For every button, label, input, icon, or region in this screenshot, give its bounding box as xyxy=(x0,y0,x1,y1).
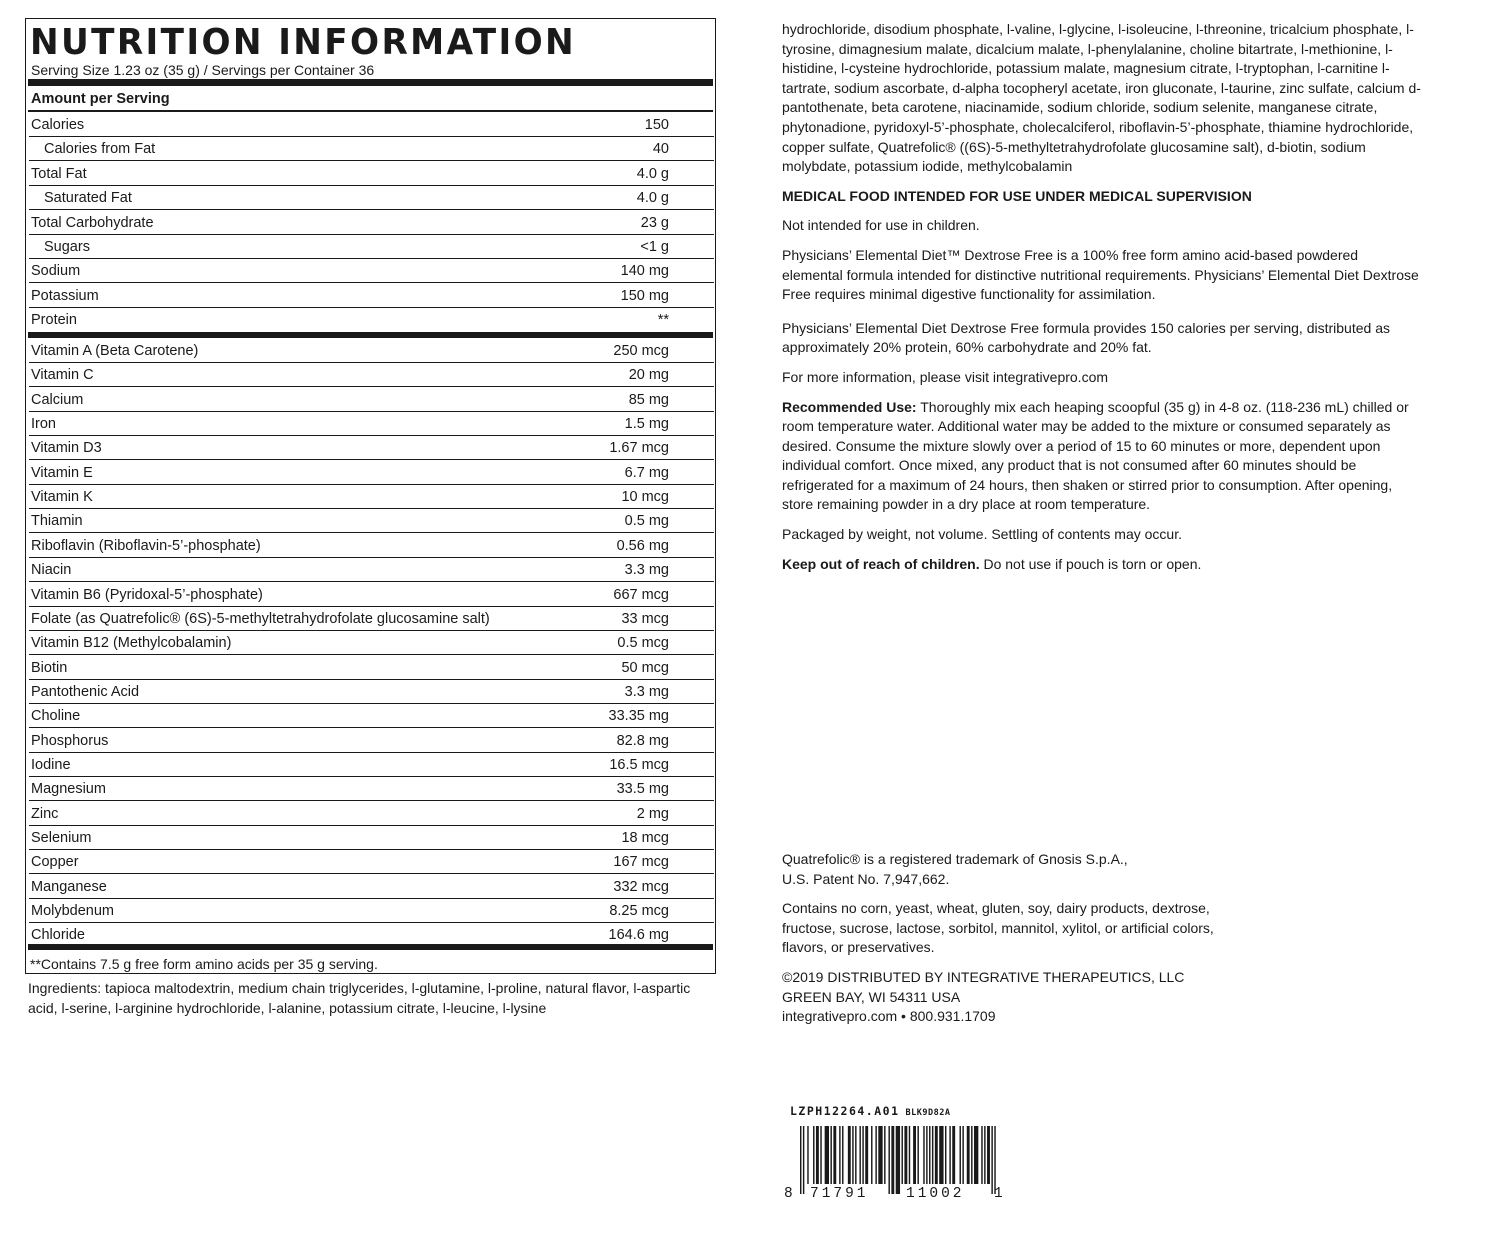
nutrient-amount: 8.25 mcg xyxy=(609,903,669,920)
barcode-bar xyxy=(852,1126,853,1184)
ingredients-continued: hydrochloride, disodium phosphate, l-valine, l-glycine, l-isoleucine, l-threonine, tricalcium phosphate, l-tyrosine, dimagnesium malate, dicalcium malate, l-phenylalanine, choline bitartrate, l-methionine, l-histidine, l-cysteine hydrochloride, potassium malate, magnesium citrate, l-tryptophan, l-carnitine l-tartrate, sodium ascorbate, d-alpha tocopheryl acetate, iron gluconate, l-taurine, zinc sulfate, calcium d-pantothenate, beta carotene, niacinamide, sodium chloride, sodium selenite, manganese citrate, phytonadione, pyridoxyl-5’-phosphate, cholecalciferol, riboflavin-5’-phosphate, thiamine hydrochloride, copper sulfate, Quatrefolic® ((6S)-5-methyltetrahydrofolate glucosamine salt), d-biotin, sodium molybdate, potassium iodide, methylcobalamin xyxy=(782,21,1421,175)
nutrient-amount: 0.56 mg xyxy=(616,537,669,554)
barcode-digits-left: 71791 xyxy=(810,1186,869,1202)
not-for-children: Not intended for use in children. xyxy=(782,217,980,234)
barcode-bar xyxy=(896,1126,900,1194)
nutrient-amount: 332 mcg xyxy=(613,878,669,895)
nutrient-label: Pantothenic Acid xyxy=(31,683,140,700)
barcode-bar xyxy=(825,1126,829,1184)
barcode-bar xyxy=(971,1126,972,1184)
nutrient-amount: 40 xyxy=(652,141,669,158)
keep-out-label: Keep out of reach of children. xyxy=(782,555,980,572)
distributor-line-1: ©2019 DISTRIBUTED BY INTEGRATIVE THERAPEUTICS, LLC xyxy=(782,968,1185,985)
barcode-bar xyxy=(816,1126,819,1184)
barcode-bar xyxy=(859,1126,860,1184)
legal-block xyxy=(782,850,1242,1027)
nutrition-panel xyxy=(25,18,716,974)
barcode-bar xyxy=(994,1126,995,1194)
packaged-note: Packaged by weight, not volume. Settling of contents may occur. xyxy=(782,526,1182,543)
distributor-line-3: integrativepro.com • 800.931.1709 xyxy=(782,1008,996,1025)
recommended-label: Recommended Use: xyxy=(782,398,917,415)
nutrient-amount: 10 mcg xyxy=(621,489,669,506)
nutrient-row xyxy=(29,583,714,607)
nutrient-label: Potassium xyxy=(31,287,99,304)
barcode-bar xyxy=(923,1126,924,1184)
nutrient-row xyxy=(29,753,714,777)
barcode-bar xyxy=(855,1126,856,1184)
nutrient-amount: 164.6 mg xyxy=(608,927,669,944)
nutrient-amount: 23 g xyxy=(640,214,669,231)
barcode-bar xyxy=(813,1126,814,1184)
barcode-bar xyxy=(932,1126,933,1184)
nutrient-label: Vitamin D3 xyxy=(31,440,102,457)
more-info: For more information, please visit integrativepro.com xyxy=(782,368,1109,385)
contains-no: Contains no corn, yeast, wheat, gluten, soy, dairy products, dextrose, fructose, sucrose, lactose, sorbitol, mannitol, xylitol, or artificial colors, flavors, or preservatives. xyxy=(782,900,1214,956)
nutrient-amount: 3.3 mg xyxy=(624,683,669,700)
distributor-line-2: GREEN BAY, WI 54311 USA xyxy=(782,988,961,1005)
barcode-bar xyxy=(926,1126,927,1184)
barcode-bar xyxy=(987,1126,990,1184)
barcode-bar xyxy=(991,1126,992,1194)
nutrient-row xyxy=(29,186,714,210)
lot-code-sub: BLK9D82A xyxy=(905,1108,951,1118)
barcode-bar xyxy=(945,1126,946,1184)
nutrient-row xyxy=(29,162,714,186)
barcode-bar xyxy=(884,1126,885,1184)
barcode-digit-lead: 8 xyxy=(784,1186,793,1202)
barcode-bar xyxy=(830,1126,831,1184)
nutrient-row xyxy=(29,235,714,259)
barcode-bar xyxy=(839,1126,840,1184)
nutrient-label: Saturated Fat xyxy=(44,190,132,207)
nutrient-amount: 50 mcg xyxy=(621,659,669,676)
product-description: Physicians’ Elemental Diet™ Dextrose Free is a 100% free form amino acid-based powdered elemental formula intended for distinctive nutritional requirements. Physicians’ Elemental Diet Dextrose Free requires minimal digestive functionality for assimilation. xyxy=(782,246,1419,303)
barcode-bar xyxy=(981,1126,982,1184)
nutrient-amount: 3.3 mg xyxy=(624,562,669,579)
nutrient-row xyxy=(29,534,714,558)
barcode-bar xyxy=(929,1126,930,1184)
nutrient-row xyxy=(29,284,714,308)
barcode-bar xyxy=(820,1126,821,1184)
barcode-bar xyxy=(904,1126,907,1184)
barcode-bar xyxy=(902,1126,903,1184)
barcode-bar xyxy=(842,1126,843,1184)
barcode-bar xyxy=(949,1126,950,1184)
keep-out-text: Do not use if pouch is torn or open. xyxy=(979,555,1202,572)
nutrient-row xyxy=(29,558,714,582)
barcode-bar xyxy=(974,1126,978,1184)
nutrient-row xyxy=(29,461,714,485)
nutrient-amount: 0.5 mcg xyxy=(617,635,669,652)
nutrient-label: Biotin xyxy=(31,659,68,676)
nutrient-label: Magnesium xyxy=(31,781,106,798)
nutrient-amount: 6.7 mg xyxy=(624,464,669,481)
nutrient-label: Riboflavin (Riboflavin-5’-phosphate) xyxy=(31,537,261,554)
nutrient-row xyxy=(29,777,714,801)
barcode-bar xyxy=(984,1126,985,1184)
barcode-bar xyxy=(967,1126,970,1184)
nutrient-row xyxy=(29,211,714,235)
lot-code-main: LZPH12264.A01 xyxy=(790,1104,900,1118)
nutrient-label: Molybdenum xyxy=(31,903,115,920)
nutrient-label: Choline xyxy=(31,708,81,725)
divider xyxy=(28,110,713,112)
nutrient-row xyxy=(29,259,714,283)
nutrient-amount: 82.8 mg xyxy=(616,732,669,749)
footnote: **Contains 7.5 g free form amino acids per 35 g serving. xyxy=(30,956,378,972)
nutrient-amount: 1.67 mcg xyxy=(609,440,669,457)
nutrient-label: Calories from Fat xyxy=(44,141,156,158)
barcode-bar xyxy=(865,1126,868,1184)
calories-text: Physicians’ Elemental Diet Dextrose Free formula provides 150 calories per serving, distributed as approximately 20% protein, 60% carbohydrate and 20% fat. xyxy=(782,319,1390,356)
barcode-bar xyxy=(952,1126,955,1184)
nutrient-amount: 4.0 g xyxy=(636,190,669,207)
barcode-bar xyxy=(878,1126,882,1184)
nutrient-row xyxy=(29,631,714,655)
nutrient-row xyxy=(29,412,714,436)
nutrient-row xyxy=(29,680,714,704)
nutrient-amount: <1 g xyxy=(640,239,669,255)
lot-code xyxy=(790,1104,950,1118)
nutrient-label: Sodium xyxy=(31,263,81,280)
barcode-bar xyxy=(913,1126,916,1184)
serving-size: Serving Size 1.23 oz (35 g) / Servings per Container 36 xyxy=(31,62,375,78)
barcode-digit-check: 1 xyxy=(994,1186,1003,1202)
barcode-bar xyxy=(807,1126,808,1184)
nutrient-label: Folate (as Quatrefolic® (6S)-5-methyltetrahydrofolate glucosamine salt) xyxy=(31,610,490,627)
nutrient-label: Vitamin C xyxy=(31,367,94,384)
nutrient-row xyxy=(29,308,714,332)
barcode-bar xyxy=(909,1126,910,1184)
barcode-bar xyxy=(962,1126,963,1184)
nutrient-label: Phosphorus xyxy=(31,732,109,749)
nutrient-label: Niacin xyxy=(31,562,72,579)
thick-divider xyxy=(28,944,713,950)
nutrient-row xyxy=(29,607,714,631)
keep-out-warning xyxy=(782,555,1422,575)
nutrient-amount: 150 mg xyxy=(620,287,669,304)
recommended-use xyxy=(782,398,1422,516)
barcode-bar xyxy=(862,1126,863,1184)
nutrient-amount: 4.0 g xyxy=(636,165,669,182)
nutrient-label: Thiamin xyxy=(31,513,83,530)
nutrient-label: Calories xyxy=(31,117,85,133)
nutrient-row xyxy=(29,802,714,826)
nutrient-label: Protein xyxy=(31,312,77,329)
nutrient-row xyxy=(29,436,714,460)
nutrient-label: Zinc xyxy=(31,805,59,822)
trademark-line-1: Quatrefolic® is a registered trademark of Gnosis S.p.A., xyxy=(782,851,1128,867)
amount-per-serving: Amount per Serving xyxy=(31,91,170,107)
nutrient-label: Vitamin E xyxy=(31,464,93,481)
barcode-bar xyxy=(875,1126,876,1184)
nutrient-amount: 250 mcg xyxy=(613,343,669,359)
right-column xyxy=(782,20,1422,574)
trademark-line-2: U.S. Patent No. 7,947,662. xyxy=(782,870,950,887)
nutrient-row xyxy=(29,363,714,387)
barcode-bar xyxy=(848,1126,851,1184)
panel-title: NUTRITION INFORMATION xyxy=(30,22,577,63)
thick-divider xyxy=(28,79,713,86)
nutrient-row xyxy=(29,388,714,412)
barcode-bar xyxy=(888,1126,889,1194)
nutrient-amount: 33 mcg xyxy=(621,610,669,627)
nutrient-label: Sugars xyxy=(44,239,90,255)
nutrient-row xyxy=(29,509,714,533)
nutrient-label: Copper xyxy=(31,854,79,871)
barcode-bar xyxy=(800,1126,801,1194)
nutrient-row xyxy=(29,899,714,923)
nutrient-label: Chloride xyxy=(31,927,85,944)
nutrient-row xyxy=(29,704,714,728)
nutrient-row xyxy=(29,113,714,137)
nutrient-amount: 33.5 mg xyxy=(616,781,669,798)
thick-divider xyxy=(28,332,713,338)
medical-heading: MEDICAL FOOD INTENDED FOR USE UNDER MEDICAL SUPERVISION xyxy=(782,187,1252,204)
nutrient-amount: 20 mg xyxy=(628,367,669,384)
ingredients: Ingredients: tapioca maltodextrin, medium chain triglycerides, l-glutamine, l-proline, natural flavor, l-aspartic acid, l-serine, l-arginine hydrochloride, l-alanine, potassium citrate, l-leucine, l-lysine xyxy=(28,980,691,1016)
nutrient-label: Calcium xyxy=(31,391,84,408)
nutrient-amount: 33.35 mg xyxy=(608,708,669,725)
nutrient-label: Vitamin K xyxy=(31,489,93,506)
nutrient-row xyxy=(29,850,714,874)
nutrient-amount: 167 mcg xyxy=(613,854,669,871)
nutrient-row xyxy=(29,826,714,850)
barcode-bar xyxy=(891,1126,894,1194)
recommended-text: Thoroughly mix each heaping scoopful (35 g) in 4-8 oz. (118-236 mL) chilled or room temperature water. Additional water may be added to the mixture or consumed separately as desired. Consume the mixture slowly over a period of 15 to 60 minutes or more, dependent upon individual comfort. Once mixed, any product that is not consumed after 60 minutes should be refrigerated for a maximum of 24 hours, then shaken or stirred prior to consumption. After opening, store remaining powder in a dry place at room temperature. xyxy=(782,398,1409,513)
nutrient-label: Selenium xyxy=(31,830,92,846)
barcode-bar xyxy=(939,1126,943,1184)
nutrient-label: Vitamin A (Beta Carotene) xyxy=(31,343,199,359)
nutrient-label: Iron xyxy=(31,416,56,433)
barcode-bar xyxy=(871,1126,872,1184)
nutrient-row xyxy=(29,485,714,509)
upc-barcode xyxy=(784,1126,1010,1211)
barcode-bar xyxy=(935,1126,938,1184)
nutrient-amount: ** xyxy=(657,312,669,329)
barcode-bar xyxy=(960,1126,961,1184)
nutrient-amount: 667 mcg xyxy=(613,586,669,603)
nutrient-row xyxy=(29,729,714,753)
nutrient-label: Total Carbohydrate xyxy=(31,214,154,231)
nutrient-amount: 140 mg xyxy=(620,263,669,280)
nutrient-amount: 85 mg xyxy=(628,391,669,408)
barcode-bar xyxy=(917,1126,918,1184)
nutrient-amount: 16.5 mcg xyxy=(609,756,669,773)
nutrient-label: Vitamin B12 (Methylcobalamin) xyxy=(31,635,232,652)
nutrient-label: Total Fat xyxy=(31,165,87,182)
nutrient-amount: 0.5 mg xyxy=(624,513,669,530)
nutrient-row xyxy=(29,339,714,363)
barcode-bar xyxy=(833,1126,836,1184)
nutrient-label: Iodine xyxy=(31,756,71,773)
barcode-bar xyxy=(803,1126,804,1194)
nutrient-amount: 2 mg xyxy=(636,805,669,822)
nutrient-row xyxy=(29,137,714,161)
nutrient-amount: 18 mcg xyxy=(621,830,669,846)
nutrient-row xyxy=(29,875,714,899)
nutrient-row xyxy=(29,656,714,680)
nutrient-label: Manganese xyxy=(31,878,107,895)
nutrient-amount: 1.5 mg xyxy=(624,416,669,433)
barcode-digits-right: 11002 xyxy=(906,1186,965,1202)
nutrient-label: Vitamin B6 (Pyridoxal-5’-phosphate) xyxy=(31,586,263,603)
nutrient-amount: 150 xyxy=(644,117,669,133)
